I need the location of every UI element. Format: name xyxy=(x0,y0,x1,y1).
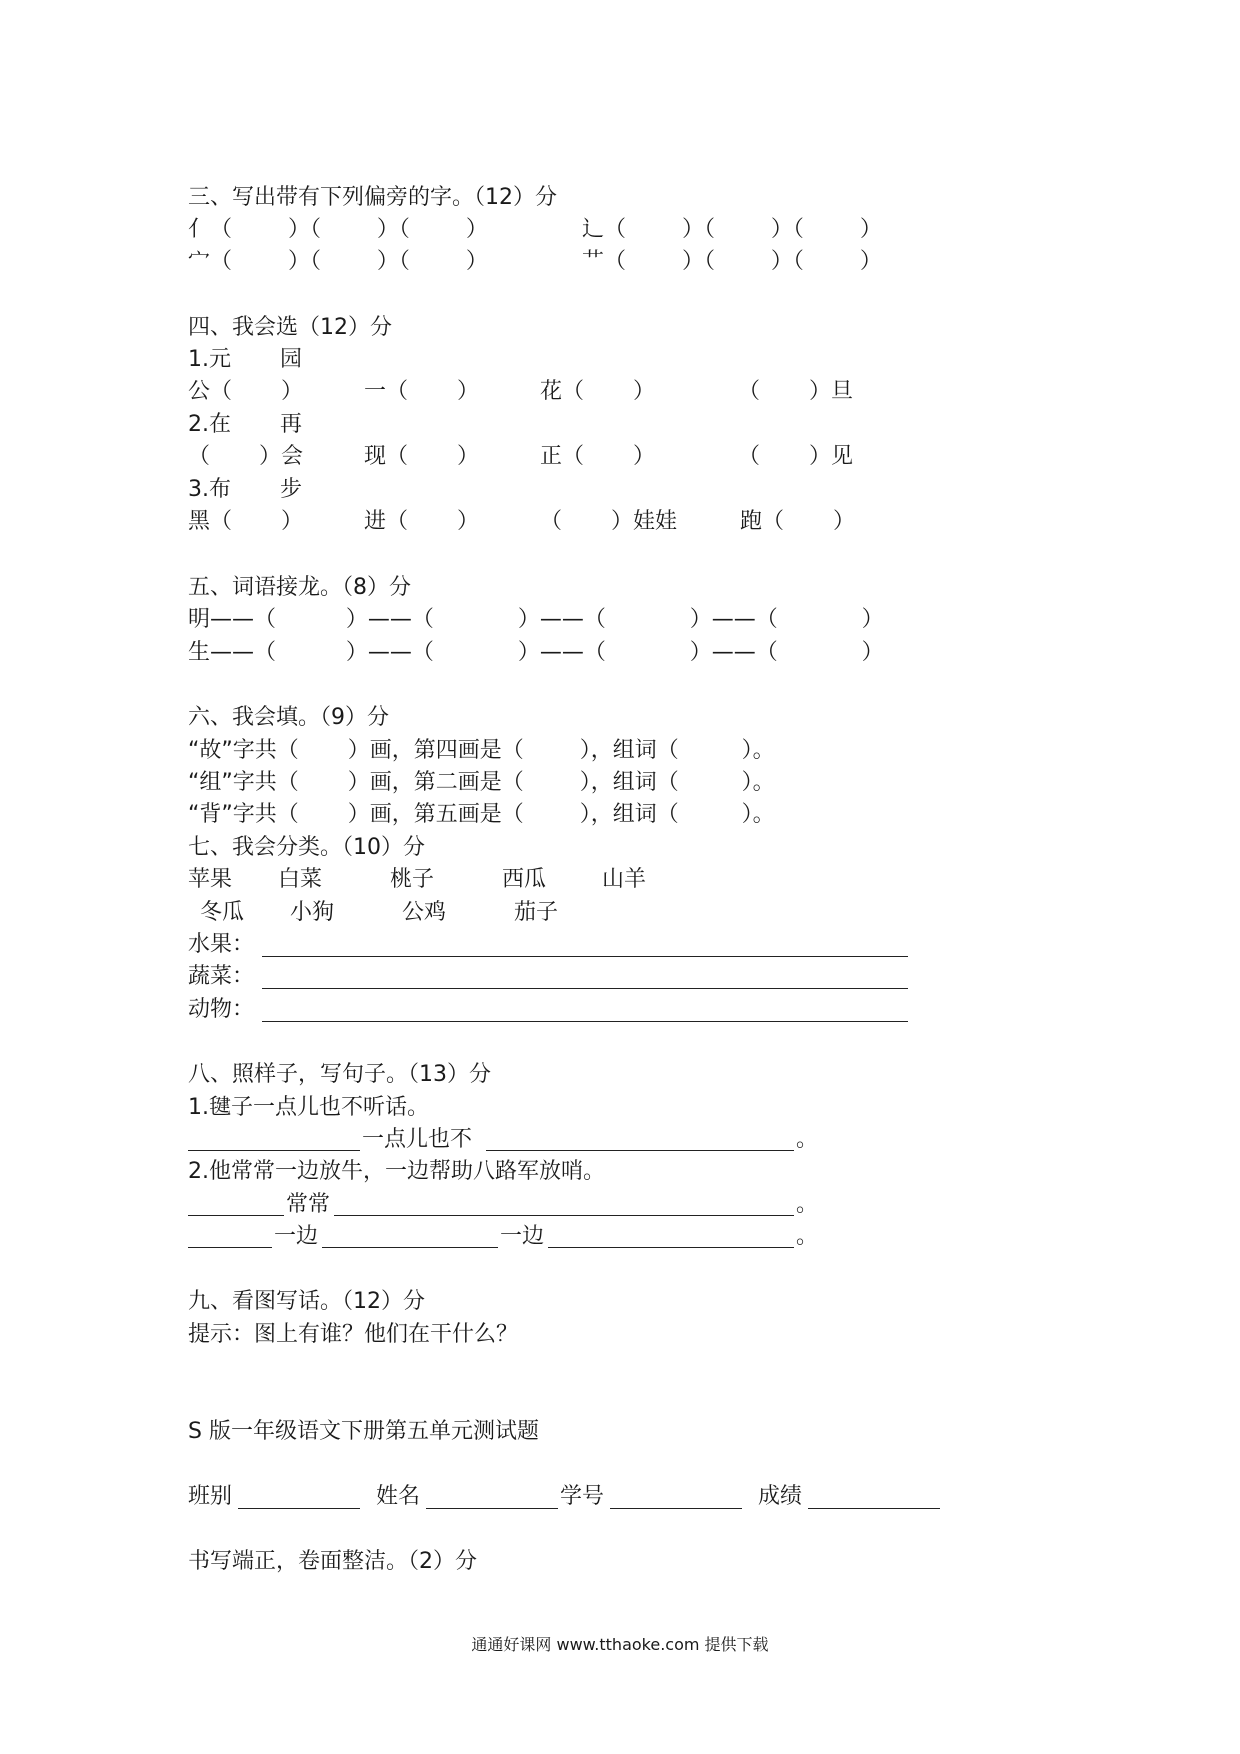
radical-row: 辶（ ）（ ）（ ） xyxy=(582,217,882,242)
word: 茄子 xyxy=(514,900,559,925)
stroke-question: “故”字共（ ）画，第四画是（ ），组词（ ）。 xyxy=(188,738,775,763)
example-sentence: 1.毽子一点儿也不听话。 xyxy=(188,1095,429,1120)
score-field[interactable] xyxy=(808,1508,940,1509)
category-label: 动物： xyxy=(188,997,255,1022)
word: 苹果 xyxy=(188,867,233,892)
choice-item: （ ）旦 xyxy=(738,379,853,404)
name-label: 姓名 xyxy=(376,1484,421,1509)
answer-line[interactable] xyxy=(322,1247,498,1248)
section-5-title: 五、词语接龙。（8）分 xyxy=(188,575,411,600)
answer-line[interactable] xyxy=(548,1247,794,1248)
section-7-title: 七、我会分类。（10）分 xyxy=(188,835,425,860)
choice-item: （ ）娃娃 xyxy=(540,509,677,534)
test-title: S 版一年级语文下册第五单元测试题 xyxy=(188,1419,539,1444)
stroke-question: “背”字共（ ）画，第五画是（ ），组词（ ）。 xyxy=(188,802,775,827)
sentence-fragment: 一点儿也不 xyxy=(362,1127,473,1152)
choice-item: 黑（ ） xyxy=(188,509,303,534)
choice-item: 跑（ ） xyxy=(740,509,855,534)
stroke-question: “组”字共（ ）画，第二画是（ ），组词（ ）。 xyxy=(188,770,775,795)
period: 。 xyxy=(796,1127,819,1152)
word: 白菜 xyxy=(278,867,323,892)
word: 小狗 xyxy=(290,900,335,925)
choice-item: （ ）见 xyxy=(738,444,853,469)
answer-line[interactable] xyxy=(262,956,908,957)
footer-watermark: 通通好课网 www.tthaoke.com 提供下载 xyxy=(471,1635,769,1654)
choice-item: 花（ ） xyxy=(540,379,655,404)
answer-line[interactable] xyxy=(188,1247,272,1248)
answer-line[interactable] xyxy=(262,988,908,989)
choice-item: （ ）会 xyxy=(188,444,303,469)
name-field[interactable] xyxy=(426,1508,558,1509)
choice-item: 一（ ） xyxy=(364,379,479,404)
choice-item: 进（ ） xyxy=(364,509,479,534)
word: 山羊 xyxy=(602,867,647,892)
class-field[interactable] xyxy=(238,1508,360,1509)
example-sentence: 2.他常常一边放牛，一边帮助八路军放哨。 xyxy=(188,1159,605,1184)
sentence-fragment: 常常 xyxy=(286,1192,331,1217)
radical-row: 艹（ ）（ ）（ ） xyxy=(582,249,882,274)
period: 。 xyxy=(796,1224,819,1249)
radical-row: 亻（ ）（ ）（ ） xyxy=(188,217,488,242)
class-label: 班别 xyxy=(188,1484,233,1509)
answer-line[interactable] xyxy=(262,1021,908,1022)
section-6-title: 六、我会填。（9）分 xyxy=(188,705,389,730)
category-label: 蔬菜： xyxy=(188,964,255,989)
section-8-title: 八、照样子，写句子。（13）分 xyxy=(188,1062,491,1087)
section-9-title: 九、看图写话。（12）分 xyxy=(188,1289,425,1314)
choice-group-1: 1.元 园 xyxy=(188,347,302,372)
score-label: 成绩 xyxy=(758,1484,803,1509)
word: 公鸡 xyxy=(402,900,447,925)
hint-text: 提示：图上有谁？他们在干什么？ xyxy=(188,1322,519,1347)
answer-line[interactable] xyxy=(486,1150,794,1151)
section-4-title: 四、我会选（12）分 xyxy=(188,315,392,340)
period: 。 xyxy=(796,1192,819,1217)
radical-row: 宀（ ）（ ）（ ） xyxy=(188,249,488,274)
choice-item: 正（ ） xyxy=(540,444,655,469)
answer-line[interactable] xyxy=(188,1215,284,1216)
sentence-fragment: 一边 xyxy=(500,1224,545,1249)
word-chain-row: 明——（ ）——（ ）——（ ）——（ ） xyxy=(188,607,884,632)
word-chain-row: 生——（ ）——（ ）——（ ）——（ ） xyxy=(188,640,884,665)
sentence-fragment: 一边 xyxy=(274,1224,319,1249)
number-field[interactable] xyxy=(610,1508,742,1509)
number-label: 学号 xyxy=(560,1484,605,1509)
word: 冬瓜 xyxy=(200,900,245,925)
choice-item: 公（ ） xyxy=(188,379,303,404)
answer-line[interactable] xyxy=(334,1215,794,1216)
word: 桃子 xyxy=(390,867,435,892)
word: 西瓜 xyxy=(502,867,547,892)
choice-group-2: 2.在 再 xyxy=(188,412,302,437)
answer-line[interactable] xyxy=(188,1150,360,1151)
neatness-note: 书写端正，卷面整洁。（2）分 xyxy=(188,1549,477,1574)
section-3-title: 三、写出带有下列偏旁的字。（12）分 xyxy=(188,185,557,210)
choice-group-3: 3.布 步 xyxy=(188,477,302,502)
category-label: 水果： xyxy=(188,932,255,957)
choice-item: 现（ ） xyxy=(364,444,479,469)
